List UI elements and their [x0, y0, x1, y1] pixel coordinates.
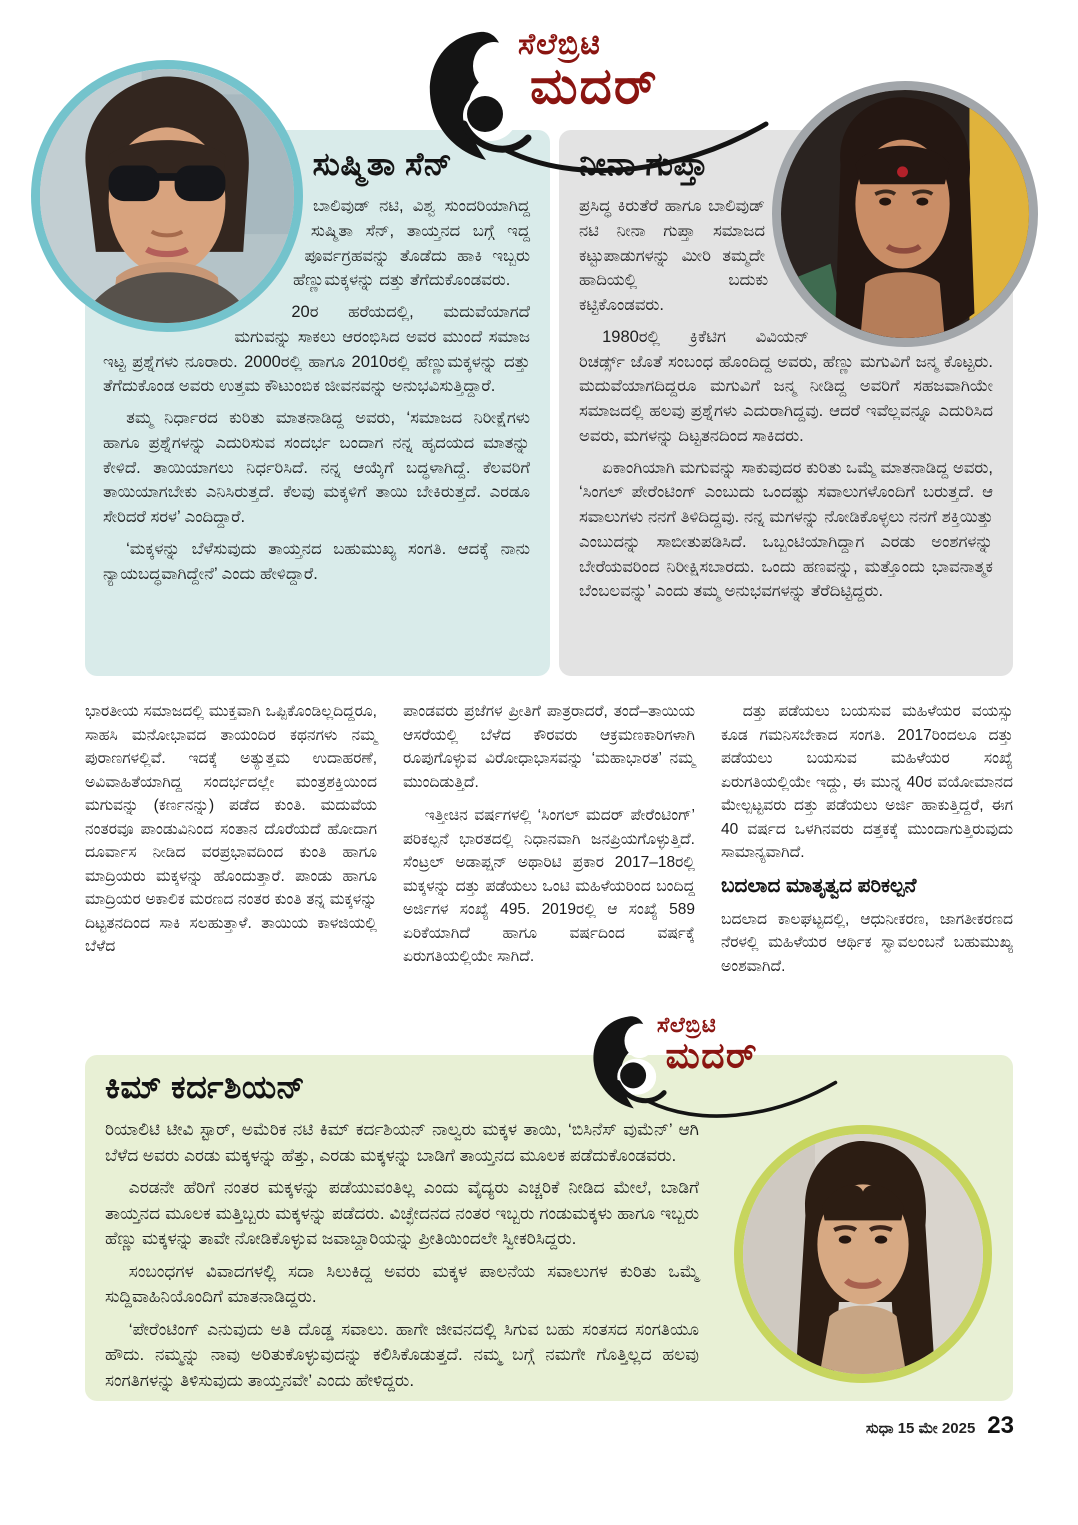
logo-text-line1: ಸೆಲೆಬ್ರಿಟಿ — [656, 1013, 717, 1038]
celebrity-mother-logo-bottom — [582, 1012, 841, 1120]
body-column-3 — [721, 700, 1013, 1042]
neena-paragraph: ಏಕಾಂಗಿಯಾಗಿ ಮಗುವನ್ನು ಸಾಕುವುದರ ಕುರಿತು ಒಮ್ಮೆ ಮಾತನಾಡಿದ್ದ ಅವರು, ‘ಸಿಂಗಲ್ ಪೇರೆಂಟಿಂಗ್ ಎಂಬುದು ಒಂದಷ್ಟು ಸವಾಲುಗಳೊಂದಿಗೆ ಬರುತ್ತದೆ. ಆ ಸವಾಲುಗಳು ನನಗೆ ತಿಳಿದಿದ್ದವು. ನನ್ನ ಮಗಳನ್ನು ನೋಡಿಕೊಳ್ಳಲು ನನಗೆ ಶಕ್ತಿಯಿತ್ತು ಎಂಬುದನ್ನು ಸಾಬೀತುಪಡಿಸಿದೆ. ಒಬ್ಬಂಟಿಯಾಗಿದ್ದಾಗ ಎರಡು ಅಂಶಗಳನ್ನು ಬೇರೆಯವರಿಂದ ನಿರೀಕ್ಷಿಸಬಾರದು. ಒಂದು ಹಣವನ್ನು, ಮತ್ತೊಂದು ಭಾವನಾತ್ಮಕ ಬೆಂಬಲವನ್ನು’ ಎಂದು ತಮ್ಮ ಅನುಭವಗಳನ್ನು ತೆರೆದಿಟ್ಟಿದ್ದರು. — [579, 458, 993, 601]
body-column-2 — [403, 700, 695, 1042]
body-columns — [85, 700, 1013, 1042]
logo-text — [657, 1015, 758, 1074]
sushmita-sen-photo — [31, 60, 303, 332]
logo-text-line2: ಮದರ್ — [665, 1034, 759, 1076]
body-paragraph: ಇತ್ತೀಚಿನ ವರ್ಷಗಳಲ್ಲಿ ‘ಸಿಂಗಲ್ ಮದರ್ ಪೇರೆಂಟಿಂಗ್’ ಪರಿಕಲ್ಪನೆ ಭಾರತದಲ್ಲಿ ನಿಧಾನವಾಗಿ ಜನಪ್ರಿಯಗೊಳ್ಳುತ್ತಿದೆ. ಸೆಂಟ್ರಲ್ ಅಡಾಪ್ಷನ್ ಅಥಾರಿಟಿ ಪ್ರಕಾರ 2017–18ರಲ್ಲಿ ಮಕ್ಕಳನ್ನು ದತ್ತು ಪಡೆಯಲು ಒಂಟಿ ಮಹಿಳೆಯರಿಂದ ಬಂದಿದ್ದ ಅರ್ಜಿಗಳ ಸಂಖ್ಯೆ 495. 2019ರಲ್ಲಿ ಆ ಸಂಖ್ಯೆ 589 ಏರಿಕೆಯಾಗಿದೆ ಹಾಗೂ ವರ್ಷದಿಂದ ವರ್ಷಕ್ಕೆ ಏರುಗತಿಯಲ್ಲಿಯೇ ಸಾಗಿದೆ. — [403, 807, 695, 966]
logo-text — [518, 30, 659, 112]
logo-text-line1: ಸೆಲೆಬ್ರಿಟಿ — [518, 28, 601, 61]
body-paragraph: ಬದಲಾದ ಕಾಲಘಟ್ಟದಲ್ಲಿ, ಆಧುನೀಕರಣ, ಜಾಗತೀಕರಣದ ನೆರಳಲ್ಲಿ ಮಹಿಳೆಯರ ಆರ್ಥಿಕ ಸ್ವಾವಲಂಬನೆ ಬಹುಮುಖ್ಯ ಅಂಶವಾಗಿದೆ. — [721, 910, 1013, 975]
sushmita-paragraph: ಬಾಲಿವುಡ್ ನಟಿ, ವಿಶ್ವ ಸುಂದರಿಯಾಗಿದ್ದ ಸುಷ್ಮಿತಾ ಸೆನ್, ತಾಯ್ತನದ ಬಗ್ಗೆ ಇದ್ದ ಪೂರ್ವಗ್ರಹವನ್ನು ತೊಡೆದು ಹಾಕಿ ಇಬ್ಬರು ಹೆಣ್ಣುಮಕ್ಕಳನ್ನು ದತ್ತು ತೆಗೆದುಕೊಂಡವರು. — [293, 197, 530, 290]
page-number: 23 — [987, 1412, 1014, 1439]
neena-gupta-photo — [772, 81, 1038, 347]
celebrity-mother-logo-top — [414, 26, 774, 176]
body-paragraph: ಪಾಂಡವರು ಪ್ರಜೆಗಳ ಪ್ರೀತಿಗೆ ಪಾತ್ರರಾದರೆ, ತಂದೆ–ತಾಯಿಯ ಆಸರೆಯಲ್ಲಿ ಬೆಳೆದ ಕೌರವರು ಆಕ್ರಮಣಕಾರಿಗಳಾಗಿ ರೂಪುಗೊಳ್ಳುವ ವಿರೋಧಾಭಾಸವನ್ನು ‘ಮಹಾಭಾರತ’ ನಮ್ಮ ಮುಂದಿಡುತ್ತಿದೆ. — [403, 703, 695, 791]
body-column-1 — [85, 700, 377, 1042]
kim-headline: ಕಿಮ್ ಕರ್ದಶಿಯನ್ — [105, 1069, 306, 1105]
changed-motherhood-subheading: ಬದಲಾದ ಮಾತೃತ್ವದ ಪರಿಕಲ್ಪನೆ — [721, 874, 917, 897]
logo-text-line2: ಮದರ್ — [530, 57, 659, 114]
sushmita-paragraph: ‘ಮಕ್ಕಳನ್ನು ಬೆಳೆಸುವುದು ತಾಯ್ತನದ ಬಹುಮುಖ್ಯ ಸಂಗತಿ. ಆದಕ್ಕೆ ನಾನು ನ್ಯಾಯಬದ್ಧವಾಗಿದ್ದೇನೆ’ ಎಂದು ಹೇಳಿದ್ದಾರೆ. — [103, 539, 530, 583]
neena-paragraph: ಪ್ರಸಿದ್ಧ ಕಿರುತೆರೆ ಹಾಗೂ ಬಾಲಿವುಡ್ ನಟಿ ನೀನಾ ಗುಪ್ತಾ ಸಮಾಜದ ಕಟ್ಟುಪಾಡುಗಳನ್ನು ಮೀರಿ ತಮ್ಮದೇ ಹಾದಿಯಲ್ಲಿ ಬದುಕು ಕಟ್ಟಿಕೊಂಡವರು. — [579, 197, 769, 314]
neena-headline: ನೀನಾ ಗುಪ್ತಾ — [579, 146, 709, 182]
neena-portrait-art — [781, 90, 1029, 338]
neena-paragraph: 1980ರಲ್ಲಿ ಕ್ರಿಕೆಟಿಗ ವಿವಿಯನ್ ರಿಚರ್ಡ್ಸ್ ಜೊತೆ ಸಂಬಂಧ ಹೊಂದಿದ್ದ ಅವರು, ಹೆಣ್ಣು ಮಗುವಿಗೆ ಜನ್ಮ ಕೊಟ್ಟರು. ಮದುವೆಯಾಗದಿದ್ದರೂ ಮಗುವಿಗೆ ಜನ್ಮ ನೀಡಿದ್ದ ಅವರಿಗೆ ಸಹಜವಾಗಿಯೇ ಸಮಾಜದಲ್ಲಿ ಹಲವು ಪ್ರಶ್ನೆಗಳು ಎದುರಾಗಿದ್ದವು. ಆದರೆ ಇವೆಲ್ಲವನ್ನೂ ಎದುರಿಸಿದ ಅವರು, ಮಗಳನ್ನು ದಿಟ್ಟತನದಿಂದ ಸಾಕಿದರು. — [579, 327, 993, 445]
sushmita-headline: ಸುಷ್ಮಿತಾ ಸೆನ್ — [312, 146, 453, 182]
kim-kardashian-photo — [734, 1125, 992, 1383]
sushmita-paragraph: ತಮ್ಮ ನಿರ್ಧಾರದ ಕುರಿತು ಮಾತನಾಡಿದ್ದ ಅವರು, ‘ಸಮಾಜದ ನಿರೀಕ್ಷೆಗಳು ಹಾಗೂ ಪ್ರಶ್ನೆಗಳನ್ನು ಎದುರಿಸುವ ಸಂದರ್ಭ ಬಂದಾಗ ನನ್ನ ಹೃದಯದ ಮಾತನ್ನು ಕೇಳಿದೆ. ತಾಯಿಯಾಗಲು ನಿರ್ಧರಿಸಿದೆ. ನನ್ನ ಆಯ್ಕೆಗೆ ಬದ್ಧಳಾಗಿದ್ದೆ. ಕೆಲವರಿಗೆ ತಾಯಿಯಾಗಬೇಕು ಎನಿಸಿರುತ್ತದೆ. ಕೆಲವು ಮಕ್ಕಳಿಗೆ ತಾಯಿ ಬೇಕಿರುತ್ತದೆ. ಎರಡೂ ಸೇರಿದರೆ ಸರಳ’ ಎಂದಿದ್ದಾರೆ. — [103, 409, 530, 526]
body-paragraph: ದತ್ತು ಪಡೆಯಲು ಬಯಸುವ ಮಹಿಳೆಯರ ವಯಸ್ಸು ಕೂಡ ಗಮನಿಸಬೇಕಾದ ಸಂಗತಿ. 2017ರಿಂದಲೂ ದತ್ತು ಪಡೆಯಲು ಬಯಸುವ ಮಹಿಳೆಯರ ಸಂಖ್ಯೆ ಏರುಗತಿಯಲ್ಲಿಯೇ ಇದ್ದು, ಈ ಮುನ್ನ 40ರ ವಯೋಮಾನದ ಮೇಲ್ಪಟ್ಟವರು ದತ್ತು ಪಡೆಯಲು ಅರ್ಜಿ ಹಾಕುತ್ತಿದ್ದರೆ, ಈಗ 40 ವರ್ಷದ ಒಳಗಿನವರು ದತ್ತಕಕ್ಕೆ ಮುಂದಾಗುತ್ತಿರುವುದು ಸಾಮಾನ್ಯವಾಗಿದೆ. — [721, 703, 1013, 862]
kim-paragraph: ಎರಡನೇ ಹೆರಿಗೆ ನಂತರ ಮಕ್ಕಳನ್ನು ಪಡೆಯುವಂತಿಲ್ಲ ಎಂದು ವೈದ್ಯರು ಎಚ್ಚರಿಕೆ ನೀಡಿದ ಮೇಲೆ, ಬಾಡಿಗೆ ತಾಯ್ತನದ ಮೂಲಕ ಮತ್ತಿಬ್ಬರು ಮಕ್ಕಳನ್ನು ಪಡೆದರು. ವಿಚ್ಛೇದನದ ನಂತರ ಇಬ್ಬರು ಗಂಡುಮಕ್ಕಳು ಹಾಗೂ ಇಬ್ಬರು ಹೆಣ್ಣು ಮಕ್ಕಳನ್ನು ತಾವೇ ನೋಡಿಕೊಳ್ಳುವ ಜವಾಬ್ದಾರಿಯನ್ನು ಪ್ರೀತಿಯಿಂದಲೇ ಸ್ವೀಕರಿಸಿದ್ದರು. — [105, 1178, 699, 1248]
body-paragraph: ಭಾರತೀಯ ಸಮಾಜದಲ್ಲಿ ಮುಕ್ತವಾಗಿ ಒಪ್ಪಿಕೊಂಡಿಲ್ಲದಿದ್ದರೂ, ಸಾಹಸಿ ಮನೋಭಾವದ ತಾಯಂದಿರ ಕಥನಗಳು ನಮ್ಮ ಪುರಾಣಗಳಲ್ಲಿವೆ. ಇದಕ್ಕೆ ಅತ್ಯುತ್ತಮ ಉದಾಹರಣೆ, ಅವಿವಾಹಿತೆಯಾಗಿದ್ದ ಸಂದರ್ಭದಲ್ಲೇ ಮಂತ್ರಶಕ್ತಿಯಿಂದ ಮಗುವನ್ನು (ಕರ್ಣನನ್ನು) ಪಡೆದ ಕುಂತಿ. ಮದುವೆಯ ನಂತರವೂ ಪಾಂಡುವಿನಿಂದ ಸಂತಾನ ದೊರೆಯದೆ ಹೋದಾಗ ದೂರ್ವಾಸ ನೀಡಿದ ವರಪ್ರಭಾವದಿಂದ ಕುಂತಿ ಹಾಗೂ ಮಾದ್ರಿಯರು ಮಕ್ಕಳನ್ನು ಹೊಂದುತ್ತಾರೆ. ಪಾಂಡು ಹಾಗೂ ಮಾದ್ರಿಯರ ಅಕಾಲಿಕ ಮರಣದ ನಂತರ ಕುಂತಿ ತನ್ನ ಮಕ್ಕಳನ್ನು ದಿಟ್ಟತನದಿಂದ ಸಾಕಿ ಸಲಹುತ್ತಾಳೆ. ತಾಯಿಯ ಕಾಳಜಿಯಲ್ಲಿ ಬೆಳೆದ — [85, 703, 377, 956]
sushmita-portrait-art — [40, 69, 294, 323]
kim-paragraph: ರಿಯಾಲಿಟಿ ಟೀವಿ ಸ್ಟಾರ್, ಅಮೆರಿಕ ನಟಿ ಕಿಮ್ ಕರ್ದಶಿಯನ್ ನಾಲ್ವರು ಮಕ್ಕಳ ತಾಯಿ, ‘ಬಿಸಿನೆಸ್ ವುಮೆನ್’ ಆಗಿ ಬೆಳೆದ ಅವರು ಎರಡು ಮಕ್ಕಳನ್ನು ಹೆತ್ತು, ಎರಡು ಮಕ್ಕಳನ್ನು ಬಾಡಿಗೆ ತಾಯ್ತನದ ಮೂಲಕ ಪಡೆದುಕೊಂಡವರು. — [105, 1120, 699, 1165]
kim-paragraph: ‘ಪೇರೆಂಟಿಂಗ್ ಎನುವುದು ಅತಿ ದೊಡ್ಡ ಸವಾಲು. ಹಾಗೇ ಜೀವನದಲ್ಲಿ ಸಿಗುವ ಬಹು ಸಂತಸದ ಸಂಗತಿಯೂ ಹೌದು. ನಮ್ಮನ್ನು ನಾವು ಅರಿತುಕೊಳ್ಳುವುದನ್ನು ಕಲಿಸಿಕೊಡುತ್ತದೆ. ನಮ್ಮ ಬಗ್ಗೆ ನಮಗೇ ಗೊತ್ತಿಲ್ಲದ ಹಲವು ಸಂಗತಿಗಳನ್ನು ತಿಳಿಸುವುದು ತಾಯ್ತನವೇ’ ಎಂದು ಹೇಳಿದ್ದರು. — [105, 1319, 699, 1390]
page-footer — [866, 1412, 1014, 1440]
sushmita-paragraph: 20ರ ಹರೆಯದಲ್ಲಿ, ಮದುವೆಯಾಗದೆ ಮಗುವನ್ನು ಸಾಕಲು ಆರಂಭಿಸಿದ ಅವರ ಮುಂದೆ ಸಮಾಜ ಇಟ್ಟ ಪ್ರಶ್ನೆಗಳು ನೂರಾರು. 2000ರಲ್ಲಿ ಹಾಗೂ 2010ರಲ್ಲಿ ಹೆಣ್ಣುಮಕ್ಕಳನ್ನು ದತ್ತು ತೆಗೆದುಕೊಂಡ ಅವರು ಉತ್ತಮ ಕೌಟುಂಬಿಕ ಜೀವನವನ್ನು ಅನುಭವಿಸುತ್ತಿದ್ದಾರೆ. — [103, 303, 530, 396]
kim-portrait-art — [743, 1134, 983, 1374]
magazine-issue-date: ಸುಧಾ 15 ಮೇ 2025 — [865, 1420, 976, 1437]
kim-paragraph: ಸಂಬಂಧಗಳ ವಿವಾದಗಳಲ್ಲಿ ಸದಾ ಸಿಲುಕಿದ್ದ ಅವರು ಮಕ್ಕಳ ಪಾಲನೆಯ ಸವಾಲುಗಳ ಕುರಿತು ಒಮ್ಮೆ ಸುದ್ದಿವಾಹಿನಿಯೊಂದಿಗೆ ಮಾತನಾಡಿದ್ದರು. — [105, 1261, 699, 1306]
